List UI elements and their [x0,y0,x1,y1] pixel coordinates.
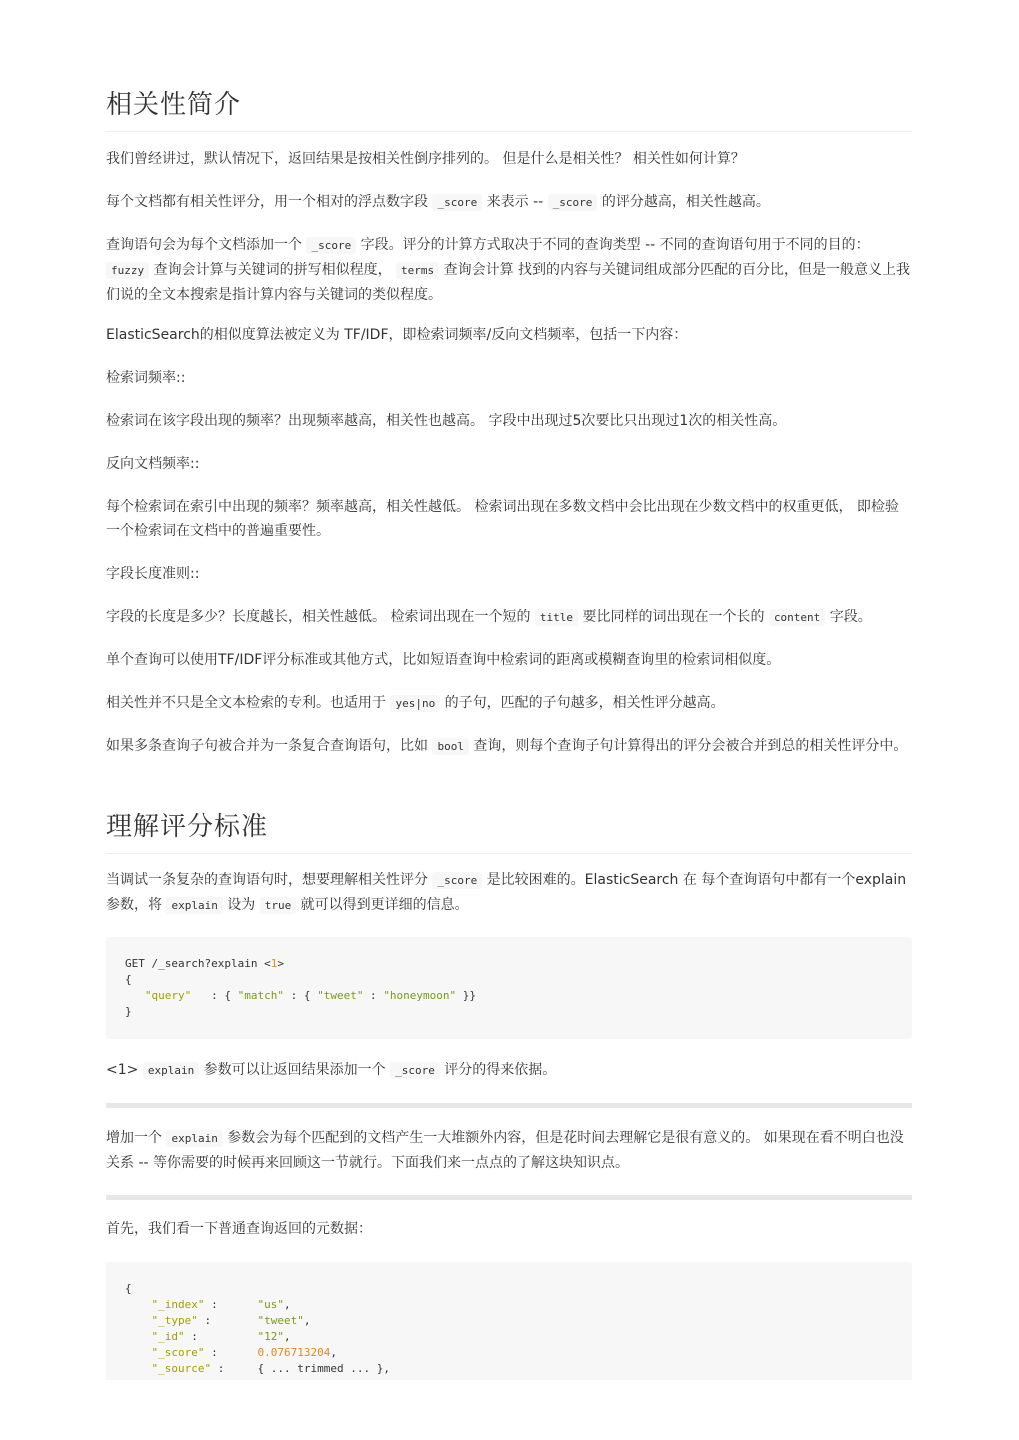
paragraph: 单个查询可以使用TF/IDF评分标准或其他方式，比如短语查询中检索词的距离或模糊查询里的检索词相似度。 [106,652,781,668]
horizontal-rule [106,1195,912,1200]
inline-code: title [535,609,578,626]
inline-code: explain [143,1062,199,1079]
code-line: "_score" : 0.076713204, [151,1346,337,1359]
paragraph: 如果多条查询子句被合并为一条复合查询语句，比如 bool 查询，则每个查询子句计算得出的评分会被合并到总的相关性评分中。 [106,738,908,754]
section-relevance-intro [106,84,912,754]
paragraph: 每个文档都有相关性评分，用一个相对的浮点数字段 _score 来表示 -- _score 的评分越高，相关性越高。 [106,194,770,210]
paragraph: 检索词在该字段出现的频率？出现频率越高，相关性也越高。 字段中出现过5次要比只出现过1次的相关性高。 [106,413,787,429]
paragraph: 首先，我们看一下普通查询返回的元数据： [106,1221,372,1237]
inline-code: true [260,897,297,914]
inline-code: explain [166,1130,222,1147]
code-block: { "_index" : "us", "_type" : "tweet", "_id" : "12", "_score" : 0.076713204, "_source" : { ... trimmed ... }, [106,1262,912,1380]
section-title: 相关性简介 [106,84,912,132]
inline-code: fuzzy [106,262,149,279]
paragraph: 增加一个 explain 参数会为每个匹配到的文档产生一大堆额外内容，但是花时间去理解它是很有意义的。 如果现在看不明白也没关系 -- 等你需要的时候再来回顾这一节就行。下面我们来一点点的了解这块知识点。 [106,1130,904,1171]
paragraph: <1> explain 参数可以让返回结果添加一个 _score 评分的得来依据。 [106,1062,557,1078]
inline-code: _score [432,194,482,211]
inline-code: _score [306,237,356,254]
inline-code: explain [166,897,222,914]
inline-code: _score [432,872,482,889]
paragraph: 字段的长度是多少？长度越长，相关性越低。 检索词出现在一个短的 title 要比同样的词出现在一个长的 content 字段。 [106,609,872,625]
code-line: "_source" : { ... trimmed ... }, [151,1362,390,1375]
inline-code: terms [396,262,439,279]
section-title: 理解评分标准 [106,806,912,854]
paragraph: 检索词频率:: [106,370,186,386]
horizontal-rule [106,1103,912,1108]
inline-code: _score [548,194,598,211]
paragraph: 字段长度准则:: [106,566,200,582]
code-line: "_type" : "tweet", [151,1314,311,1327]
inline-code: yes|no [390,695,440,712]
paragraph: 当调试一条复杂的查询语句时，想要理解相关性评分 _score 是比较困难的。ElasticSearch 在 每个查询语句中都有一个explain参数，将 explain 设为 true 就可以得到更详细的信息。 [106,872,907,913]
section-understanding-score [106,806,912,1375]
inline-code: _score [390,1062,440,1079]
paragraph: 每个检索词在索引中出现的频率？频率越高，相关性越低。 检索词出现在多数文档中会比出现在少数文档中的权重更低， 即检验一个检索词在文档中的普遍重要性。 [106,499,899,539]
paragraph: 查询语句会为每个文档添加一个 _score 字段。评分的计算方式取决于不同的查询类型 -- 不同的查询语句用于不同的目的： fuzzy 查询会计算与关键词的拼写相似程度， terms 查询会计算 找到的内容与关键词组成部分匹配的百分比，但是一般意义上我们说的全文本搜索是指计算内容与关键词的类似程度。 [106,237,911,303]
code-line: "_id" : "12", [151,1330,291,1343]
paragraph: 反向文档频率:: [106,456,200,472]
code-line: "_index" : "us", [151,1298,291,1311]
paragraph: 相关性并不只是全文本检索的专利。也适用于 yes|no 的子句，匹配的子句越多，相关性评分越高。 [106,695,725,711]
paragraph: ElasticSearch的相似度算法被定义为 TF/IDF，即检索词频率/反向文档频率，包括一下内容： [106,327,688,343]
paragraph: 我们曾经讲过，默认情况下，返回结果是按相关性倒序排列的。 但是什么是相关性？ 相关性如何计算？ [106,151,745,167]
code-block: GET /_search?explain <1> { "query" : { "match" : { "tweet" : "honeymoon" }} } [106,937,912,1039]
inline-code: bool [432,738,469,755]
inline-code: content [769,609,825,626]
